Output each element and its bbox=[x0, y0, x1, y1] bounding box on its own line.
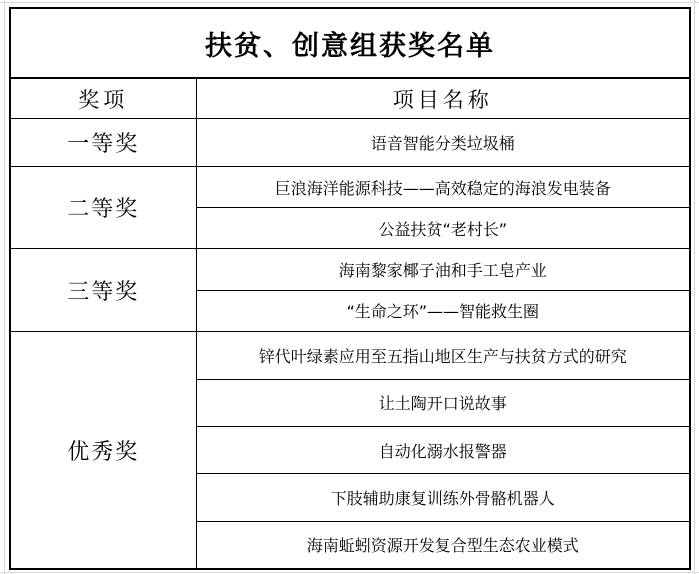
prize-first: 一等奖 bbox=[10, 119, 196, 166]
project-cell: 公益扶贫“老村长” bbox=[196, 208, 690, 249]
prize-excellence: 优秀奖 bbox=[10, 332, 196, 569]
project-cell: 巨浪海洋能源科技——高效稳定的海浪发电装备 bbox=[196, 166, 690, 207]
prize-second: 二等奖 bbox=[10, 166, 196, 249]
project-cell: 让土陶开口说故事 bbox=[196, 379, 690, 426]
sheet-gridline bbox=[0, 2, 699, 3]
sheet-gridline bbox=[694, 0, 695, 574]
column-header-prize: 奖项 bbox=[10, 78, 196, 119]
project-cell: 下肢辅助康复训练外骨骼机器人 bbox=[196, 474, 690, 521]
project-cell: 海南蚯蚓资源开发复合型生态农业模式 bbox=[196, 521, 690, 569]
project-cell: 锌代叶绿素应用至五指山地区生产与扶贫方式的研究 bbox=[196, 332, 690, 379]
table-title: 扶贫、创意组获奖名单 bbox=[10, 8, 690, 78]
award-table bbox=[9, 7, 691, 570]
project-cell: 海南黎家椰子油和手工皂产业 bbox=[196, 249, 690, 290]
project-cell: “生命之环”——智能救生圈 bbox=[196, 290, 690, 331]
column-header-project: 项目名称 bbox=[196, 78, 690, 119]
project-cell: 自动化溺水报警器 bbox=[196, 426, 690, 473]
project-cell: 语音智能分类垃圾桶 bbox=[196, 119, 690, 166]
sheet-gridline bbox=[0, 572, 699, 573]
sheet-gridline bbox=[4, 0, 5, 574]
prize-third: 三等奖 bbox=[10, 249, 196, 332]
